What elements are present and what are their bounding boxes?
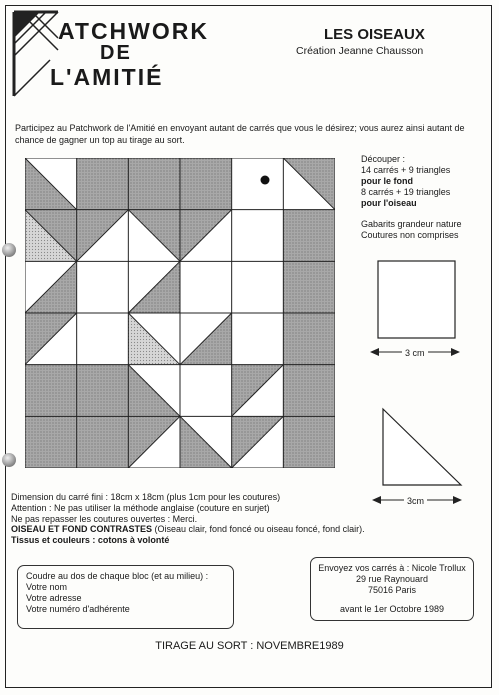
logo-text-3: L'AMITIÉ	[50, 64, 164, 90]
intro-text: Participez au Patchwork de l'Amitié en envoyant autant de carrés que vous le désirez; vous aurez ainsi autant de chance de gagner un top au tirage au sort.	[15, 123, 465, 145]
logo	[10, 8, 250, 106]
quilt-piece	[283, 261, 335, 313]
quilt-piece	[232, 261, 284, 313]
send-address-box	[310, 557, 474, 621]
page-subtitle: Création Jeanne Chausson	[296, 45, 424, 57]
bird-eye	[261, 176, 270, 185]
quilt-piece	[283, 416, 335, 468]
quilt-piece	[283, 313, 335, 365]
quilt-piece	[77, 365, 129, 417]
page-title: LES OISEAUX	[324, 26, 425, 43]
quilt-piece	[25, 365, 77, 417]
box-line: Votre numéro d'adhérente	[26, 604, 130, 614]
quilt-piece	[77, 416, 129, 468]
box-line: Votre nom	[26, 582, 68, 592]
quilt-piece	[232, 158, 284, 210]
binder-hole	[2, 453, 16, 467]
triangle-dimension-label: 3cm	[404, 496, 427, 506]
square-dimension-label: 3 cm	[402, 348, 428, 358]
info-line: 8 carrés + 19 triangles	[361, 187, 451, 197]
quilt-piece	[283, 210, 335, 262]
quilt-piece	[77, 313, 129, 365]
quilt-piece	[77, 261, 129, 313]
quilt-piece	[180, 365, 232, 417]
info-line: pour l'oiseau	[361, 198, 417, 208]
quilt-piece	[232, 313, 284, 365]
box-line: Envoyez vos carrés à : Nicole Trollux	[318, 563, 466, 573]
instruction-line: Ne pas repasser les coutures ouvertes : Merci.	[11, 513, 198, 524]
quilt-piece	[25, 416, 77, 468]
quilt-piece	[180, 158, 232, 210]
sew-label-box	[17, 565, 234, 629]
info-line: 14 carrés + 9 triangles	[361, 165, 451, 175]
info-line: Coutures non comprises	[361, 230, 459, 240]
binder-hole	[2, 243, 16, 257]
quilt-diagram	[25, 158, 335, 468]
info-heading: Découper :	[361, 154, 406, 164]
instruction-line: Dimension du carré fini : 18cm x 18cm (plus 1cm pour les coutures)	[11, 492, 281, 502]
box-line: 29 rue Raynouard	[355, 574, 429, 584]
logo-text-2: DE	[100, 42, 132, 64]
quilt-piece	[283, 365, 335, 417]
quilt-piece	[232, 210, 284, 262]
triangle-template	[379, 407, 463, 487]
instructions	[11, 492, 391, 546]
logo-text-1: ATCHWORK	[58, 18, 209, 44]
quilt-piece	[128, 158, 180, 210]
box-line: Votre adresse	[26, 593, 82, 603]
box-line: 75016 Paris	[367, 585, 417, 595]
instruction-line: (Oiseau clair, fond foncé ou oiseau foncé, fond clair).	[152, 524, 365, 535]
draw-date: TIRAGE AU SORT : NOVEMBRE1989	[155, 640, 344, 652]
box-line: avant le 1er Octobre 1989	[339, 604, 445, 614]
instruction-line: Tissus et couleurs : cotons à volonté	[11, 535, 170, 546]
instruction-emphasis: OISEAU ET FOND CONTRASTES	[11, 524, 153, 535]
info-line: Gabarits grandeur nature	[361, 219, 462, 229]
quilt-piece	[77, 158, 129, 210]
instruction-line: Attention : Ne pas utiliser la méthode anglaise (couture en surjet)	[11, 502, 270, 513]
box-line: Coudre au dos de chaque bloc (et au milieu) :	[26, 571, 209, 581]
info-line: pour le fond	[361, 176, 413, 186]
cutting-info	[361, 154, 462, 241]
square-template	[377, 260, 457, 340]
quilt-piece	[180, 261, 232, 313]
